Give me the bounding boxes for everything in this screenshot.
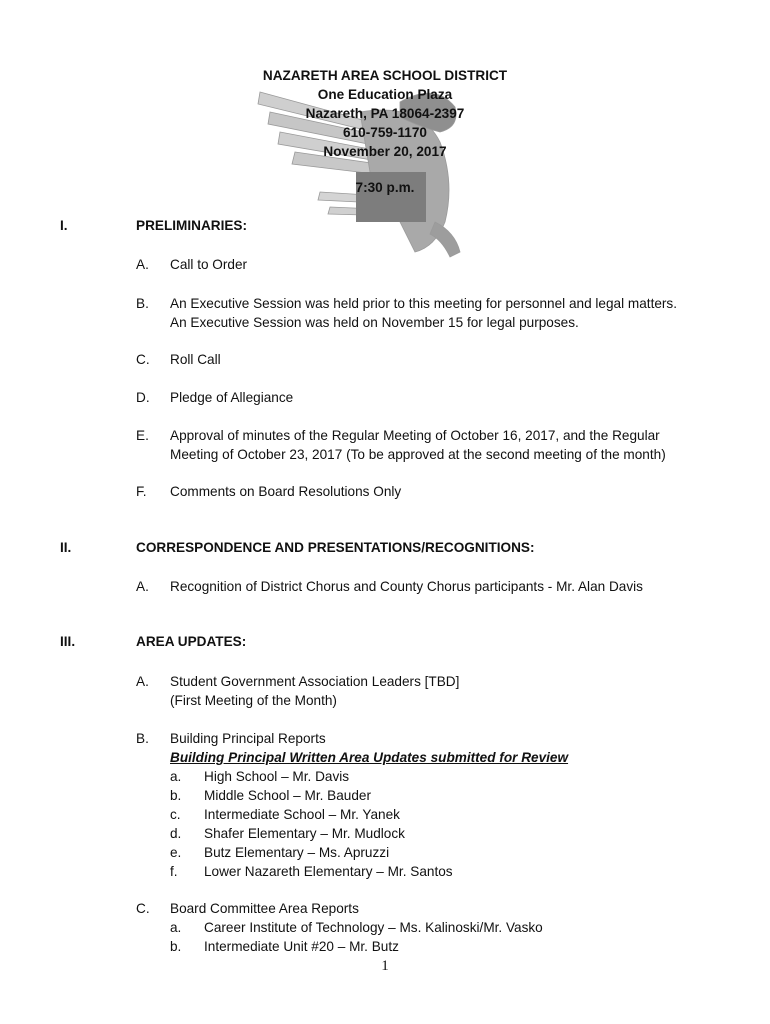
section-heading-area-updates <box>60 634 246 649</box>
meeting-time: 7:30 p.m. <box>355 180 415 195</box>
sub-item-letter: a. <box>170 920 182 935</box>
sub-item <box>170 862 716 881</box>
sub-item-text: Intermediate Unit #20 – Mr. Butz <box>204 939 399 954</box>
item-letter: A. <box>136 257 149 272</box>
sub-item-letter: a. <box>170 769 182 784</box>
sub-item <box>170 918 716 937</box>
item-emphasis: Building Principal Written Area Updates submitted for Review <box>170 750 569 765</box>
item-text: An Executive Session was held on November 15 for legal purposes. <box>170 315 579 330</box>
item-text: Approval of minutes of the Regular Meeting of October 16, 2017, and the Regular <box>170 428 660 443</box>
sub-item-letter: d. <box>170 826 182 841</box>
section-heading-preliminaries <box>60 218 247 233</box>
section-title: AREA UPDATES: <box>136 634 247 649</box>
district-address-1: One Education Plaza <box>317 87 453 102</box>
section-heading-correspondence <box>60 540 535 555</box>
sub-item-text: Middle School – Mr. Bauder <box>204 788 371 803</box>
item-letter: E. <box>136 428 149 443</box>
sub-item <box>170 767 716 786</box>
item-text: Student Government Association Leaders [TBD] <box>170 674 460 689</box>
sub-item <box>170 937 716 956</box>
item-letter: A. <box>136 579 149 594</box>
agenda-item <box>136 672 716 710</box>
agenda-item <box>136 426 716 464</box>
sub-item-text: Lower Nazareth Elementary – Mr. Santos <box>204 864 453 879</box>
agenda-item <box>136 482 716 501</box>
item-text: Comments on Board Resolutions Only <box>170 484 402 499</box>
sub-item-text: Butz Elementary – Ms. Apruzzi <box>204 845 390 860</box>
agenda-item <box>136 899 716 956</box>
sub-item <box>170 824 716 843</box>
section-number: III. <box>60 634 76 649</box>
agenda-item <box>136 294 716 332</box>
item-letter: D. <box>136 390 150 405</box>
page-number: 1 <box>381 958 389 974</box>
sub-item <box>170 843 716 862</box>
item-letter: C. <box>136 352 150 367</box>
district-address-2: Nazareth, PA 18064-2397 <box>305 106 465 121</box>
item-text: Board Committee Area Reports <box>170 901 359 916</box>
sub-item-text: Shafer Elementary – Mr. Mudlock <box>204 826 405 841</box>
sub-item-text: High School – Mr. Davis <box>204 769 350 784</box>
section-title: PRELIMINARIES: <box>136 218 248 233</box>
item-letter: F. <box>136 484 147 499</box>
district-info <box>230 66 540 197</box>
item-letter: B. <box>136 731 149 746</box>
sub-item-letter: b. <box>170 939 182 954</box>
item-text: (First Meeting of the Month) <box>170 693 337 708</box>
sub-item-letter: e. <box>170 845 182 860</box>
agenda-item <box>136 388 716 407</box>
sub-item-letter: f. <box>170 864 178 879</box>
item-letter: A. <box>136 674 149 689</box>
sub-item-letter: c. <box>170 807 181 822</box>
sub-item <box>170 786 716 805</box>
letterhead <box>230 62 540 242</box>
meeting-date: November 20, 2017 <box>323 144 447 159</box>
agenda-item <box>136 350 716 369</box>
item-text: Call to Order <box>170 257 248 272</box>
item-text: Meeting of October 23, 2017 (To be approved at the second meeting of the month) <box>170 447 666 462</box>
district-name: NAZARETH AREA SCHOOL DISTRICT <box>262 68 508 83</box>
sub-item-text: Career Institute of Technology – Ms. Kalinoski/Mr. Vasko <box>204 920 543 935</box>
sub-item <box>170 805 716 824</box>
section-title: CORRESPONDENCE AND PRESENTATIONS/RECOGNITIONS: <box>136 540 535 555</box>
item-text: Recognition of District Chorus and County Chorus participants - Mr. Alan Davis <box>170 579 643 594</box>
sub-item-letter: b. <box>170 788 182 803</box>
item-letter: B. <box>136 296 149 311</box>
item-text: Building Principal Reports <box>170 731 326 746</box>
section-number: I. <box>60 218 68 233</box>
section-number: II. <box>60 540 72 555</box>
item-text: Pledge of Allegiance <box>170 390 294 405</box>
agenda-item <box>136 577 716 596</box>
agenda-item <box>136 255 716 274</box>
item-letter: C. <box>136 901 150 916</box>
item-text: Roll Call <box>170 352 221 367</box>
sub-item-text: Intermediate School – Mr. Yanek <box>204 807 400 822</box>
agenda-item <box>136 729 716 881</box>
district-phone: 610-759-1170 <box>343 125 427 140</box>
item-text: An Executive Session was held prior to this meeting for personnel and legal matters. <box>170 296 678 311</box>
